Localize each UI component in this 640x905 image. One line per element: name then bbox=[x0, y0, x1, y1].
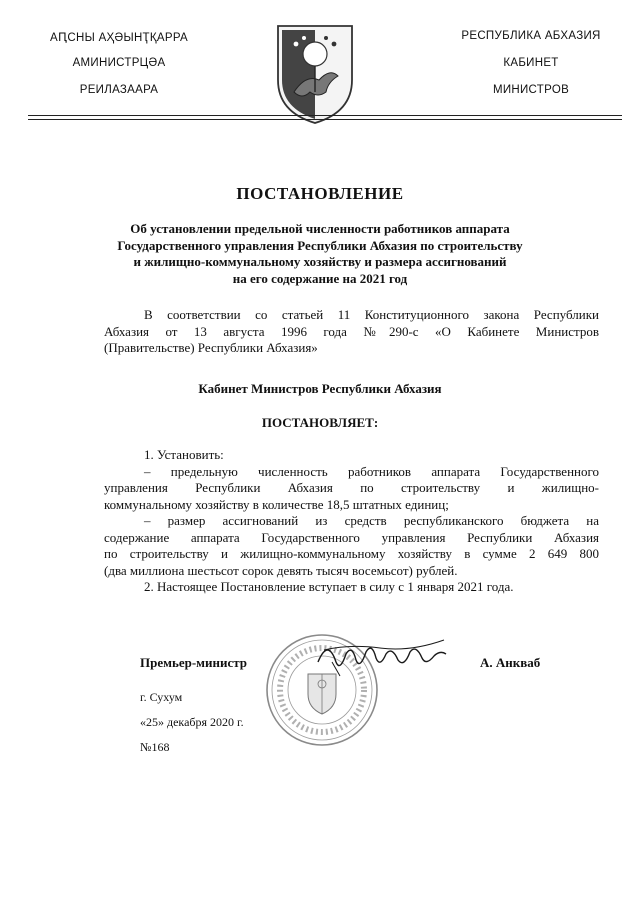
clause-line: коммунальному хозяйству в количестве 18,5 штатных единиц; bbox=[104, 496, 449, 512]
subtitle-line: Об установлении предельной численности работников аппарата bbox=[130, 221, 510, 236]
coat-of-arms-emblem bbox=[274, 22, 356, 126]
clause-line: – размер ассигнований из средств республиканского бюджета на bbox=[144, 513, 599, 528]
subtitle-line: на его содержание на 2021 год bbox=[232, 270, 408, 286]
issue-date: «25» декабря 2020 г. bbox=[140, 715, 244, 729]
header-right-line-3: МИНИСТРОВ bbox=[492, 84, 570, 96]
clause-line: (два миллиона шестьсот сорок девять тысяч восемьсот) рублей. bbox=[104, 562, 458, 578]
operative-clauses bbox=[104, 447, 599, 596]
preamble-line: (Правительстве) Республики Абхазия» bbox=[104, 340, 318, 355]
header-left-line-1: АԤСНЫ АҲӘЫНҬҚАРРА bbox=[50, 32, 188, 44]
handwritten-signature bbox=[310, 632, 450, 682]
signatory-name: А. Анкваб bbox=[480, 655, 541, 670]
header-right-line-1: РЕСПУБЛИКА АБХАЗИЯ bbox=[461, 30, 601, 42]
subtitle-line: и жилищно-коммунальному хозяйству и размера ассигнований bbox=[133, 254, 507, 269]
preamble-line: В соответствии со статьей 11 Конституционного закона Республики bbox=[144, 307, 599, 322]
subtitle-line: Государственного управления Республики Абхазия по строительству bbox=[117, 237, 523, 253]
document-number: №168 bbox=[140, 740, 170, 754]
clause-line: 1. Установить: bbox=[144, 447, 224, 462]
header-right-line-2: КАБИНЕТ bbox=[503, 57, 559, 69]
preamble bbox=[104, 307, 599, 357]
resolves-line: ПОСТАНОВЛЯЕТ: bbox=[261, 415, 379, 430]
document-subtitle bbox=[90, 221, 550, 287]
issue-city: г. Сухум bbox=[140, 690, 183, 704]
header-divider-thick bbox=[28, 115, 622, 116]
preamble-line: Абхазия от 13 августа 1996 года №290-с «О Кабинете Министров bbox=[104, 323, 599, 339]
signatory-position: Премьер-министр bbox=[140, 655, 248, 670]
clause-line: 2. Настоящее Постановление вступает в силу с 1 января 2021 года. bbox=[144, 579, 514, 594]
clause-line: – предельную численность работников аппарата Государственного bbox=[144, 463, 599, 479]
header-divider-thin bbox=[28, 119, 622, 120]
header-left-line-3: РЕИЛАЗААРА bbox=[79, 84, 159, 96]
document-title: ПОСТАНОВЛЕНИЕ bbox=[236, 184, 404, 203]
authority-line: Кабинет Министров Республики Абхазия bbox=[198, 381, 442, 396]
clause-line: по строительству и жилищно-коммунальному хозяйству в сумме 2 649 800 bbox=[104, 546, 599, 561]
clause-line: содержание аппарата Государственного управления Республики Абхазия bbox=[104, 529, 599, 545]
clause-line: управления Республики Абхазия по строительству и жилищно- bbox=[104, 480, 599, 495]
header-left-line-2: АМИНИСТРЦӘА bbox=[72, 57, 166, 69]
